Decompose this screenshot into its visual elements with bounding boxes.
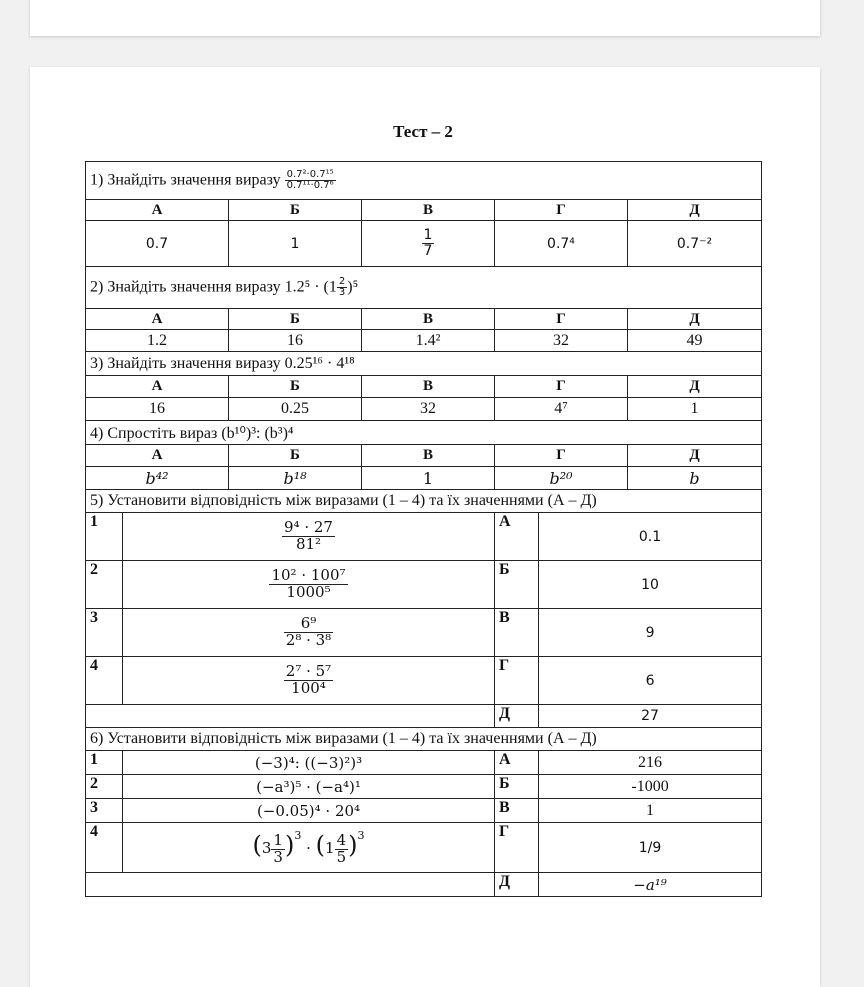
q6-table — [85, 727, 762, 897]
option-header-d: Д — [628, 200, 762, 221]
q2-answer-g: 32 — [495, 330, 628, 352]
document-page — [30, 67, 820, 987]
q4-table: 4) Спростіть вираз (b¹⁰)³: (b³)⁴ А Б В Г Д b⁴² b¹⁸ 1 b²⁰ b — [85, 420, 762, 490]
q4-answer-g: b²⁰ — [495, 467, 628, 490]
q1-answer-d: 0.7⁻² — [628, 221, 762, 267]
option-header-v: В — [362, 200, 495, 221]
q4-answer-v: 1 — [362, 467, 495, 490]
q6-row: 3 (−0.05)⁴ · 20⁴ В 1 — [86, 799, 762, 823]
q3-table: 3) Знайдіть значення виразу 0.25¹⁶ · 4¹⁸ А Б В Г Д 16 0.25 32 4⁷ 1 — [85, 351, 762, 421]
q4-answer-b: b¹⁸ — [229, 467, 362, 490]
q1-answer-b: 1 — [229, 221, 362, 267]
q6-row: 2 (−a³)⁵ · (−a⁴)¹ Б -1000 — [86, 775, 762, 799]
q1-question: 1) Знайдіть значення виразу $\frac{\text{0.7²·0.7¹⁵}}{\text{0.7¹¹·0.7⁶}}$ — [86, 162, 762, 200]
q5-row: 4 $\frac{\text{2⁷ · 5⁷}}{\text{100⁴}}$ Г 6 — [86, 657, 762, 705]
page-title: Тест – 2 — [393, 122, 453, 141]
option-header-g: Г — [495, 200, 628, 221]
q6-row: 4 (3 $\frac{1}{3}$ )$^3$ · (1 $\frac{4}{5}$ )$^3$ Г 1/9 — [86, 823, 762, 873]
option-header-a: А — [86, 200, 229, 221]
q3-answer-d: 1 — [628, 398, 762, 421]
q1-answer-g: 0.7⁴ — [495, 221, 628, 267]
q4-question: 4) Спростіть вираз (b¹⁰)³: (b³)⁴ — [86, 421, 762, 445]
q6-row: 1 (−3)⁴: ((−3)²)³ А 216 — [86, 751, 762, 775]
q1-expression: $\frac{\text{0.7²·0.7¹⁵}}{\text{0.7¹¹·0.7⁶}}$ — [286, 168, 334, 191]
q2-answer-b: 16 — [229, 330, 362, 352]
q4-answer-d: b — [628, 467, 762, 490]
q3-question: 3) Знайдіть значення виразу 0.25¹⁶ · 4¹⁸ — [86, 352, 762, 376]
q6-row4-expression: (3 $\frac{1}{3}$ )$^3$ · (1 $\frac{4}{5}$ )$^3$ — [123, 823, 495, 873]
q2-answer-a: 1.2 — [86, 330, 229, 352]
q6-question: 6) Установити відповідність між виразами (1 – 4) та їх значеннями (А – Д) — [86, 728, 762, 751]
option-header-b: Б — [229, 200, 362, 221]
q3-answer-b: 0.25 — [229, 398, 362, 421]
q2-table: 2) Знайдіть значення виразу 1.2⁵ · (1 $\frac{2}{3}$ )⁵ А Б В Г Д 1.2 16 1.4² 32 49 — [85, 266, 762, 352]
q5-table — [85, 489, 762, 728]
q1-answer-v: $\frac{1}{7}$ — [362, 221, 495, 267]
q4-answer-a: b⁴² — [86, 467, 229, 490]
q2-answer-d: 49 — [628, 330, 762, 352]
q2-answer-v: 1.4² — [362, 330, 495, 352]
q3-answer-a: 16 — [86, 398, 229, 421]
q3-answer-g: 4⁷ — [495, 398, 628, 421]
q5-extra-row: Д 27 — [86, 705, 762, 728]
q5-row: 1 $\frac{\text{9⁴ · 27}}{\text{81²}}$ А 0.1 — [86, 513, 762, 561]
q5-question: 5) Установити відповідність між виразами (1 – 4) та їх значеннями (А – Д) — [86, 490, 762, 513]
q6-extra-row: Д −a¹⁹ — [86, 873, 762, 897]
test-table — [85, 161, 761, 897]
previous-page — [30, 0, 820, 36]
q5-row: 3 $\frac{\text{6⁹}}{\text{2⁸ · 3⁸}}$ В 9 — [86, 609, 762, 657]
q5-row: 2 $\frac{\text{10² · 100⁷}}{\text{1000⁵}}$ Б 10 — [86, 561, 762, 609]
q1-answer-a: 0.7 — [86, 221, 229, 267]
q2-question: 2) Знайдіть значення виразу 1.2⁵ · (1 $\frac{2}{3}$ )⁵ — [86, 267, 762, 309]
q1-table — [85, 161, 762, 267]
q3-answer-v: 32 — [362, 398, 495, 421]
